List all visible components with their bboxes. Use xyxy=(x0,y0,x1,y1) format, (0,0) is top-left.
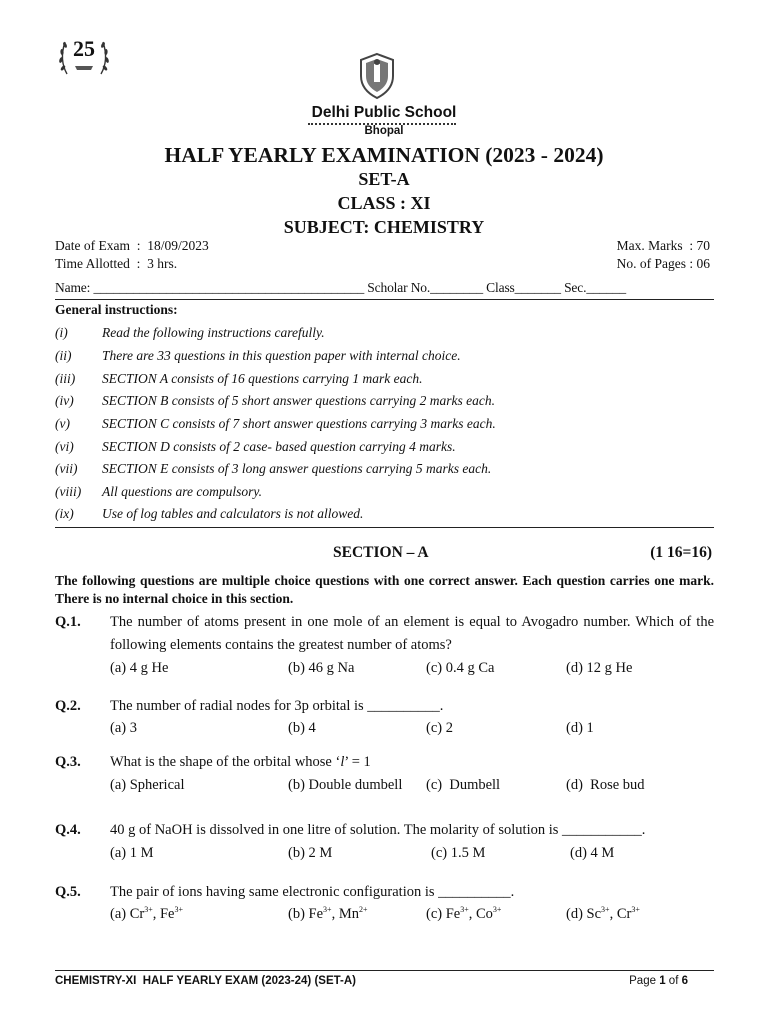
question-number: Q.3. xyxy=(55,754,81,770)
option-a: (a) $Cr^{3+}$, $Fe^{3+}$ xyxy=(110,905,183,922)
instruction-num: (ix) xyxy=(55,506,74,521)
footer-divider xyxy=(55,970,714,971)
exam-title: HALF YEARLY EXAMINATION (2023 - 2024) xyxy=(164,143,604,167)
question-number: Q.1. xyxy=(55,614,81,630)
exam-date: Date of Exam : 18/09/2023 xyxy=(55,238,209,253)
question-text: The number of atoms present in one mole of an element is equal to Avogadro number. Which of the following elements contains the greatest number of atoms? xyxy=(110,614,714,653)
option-b: (b) 46 g Na xyxy=(288,660,355,676)
option-b: (b) $Fe^{3+}$, $Mn^{2+}$ xyxy=(288,905,368,922)
max-marks: Max. Marks : 70 xyxy=(616,238,710,253)
instruction-text: SECTION C consists of 7 short answer questions carrying 3 marks each. xyxy=(102,416,496,431)
instructions-heading: General instructions: xyxy=(55,302,178,317)
question-number: Q.5. xyxy=(55,884,81,900)
instruction-num: (vi) xyxy=(55,439,74,454)
question-text xyxy=(110,751,714,774)
instruction-num: (i) xyxy=(55,325,68,340)
exam-class: CLASS : XI xyxy=(337,193,431,213)
instruction-text: SECTION E consists of 3 long answer questions carrying 5 marks each. xyxy=(102,461,492,476)
instruction-text: SECTION D consists of 2 case- based question carrying 4 marks. xyxy=(102,439,456,454)
azimuthal-quantum-symbol: l xyxy=(340,754,345,770)
question-text-suffix: ’ = 1 xyxy=(344,754,371,770)
option-d: (d) 12 g He xyxy=(566,660,633,676)
name-line: Name: _________________________________________ Scholar No.________ Class_______ Sec.______ xyxy=(55,280,626,295)
instruction-num: (iv) xyxy=(55,393,74,408)
option-b: (b) 4 xyxy=(288,720,316,736)
question-text: The number of radial nodes for 3p orbital is __________. xyxy=(110,698,444,714)
instruction-num: (v) xyxy=(55,416,70,431)
instruction-text: SECTION A consists of 16 questions carrying 1 mark each. xyxy=(102,371,423,386)
instruction-num: (vii) xyxy=(55,461,78,476)
footer-left: CHEMISTRY-XI HALF YEARLY EXAM (2023-24) (SET-A) xyxy=(55,975,356,987)
option-c: (c) $Fe^{3+}$, $Co^{3+}$ xyxy=(426,905,502,922)
instruction-num: (viii) xyxy=(55,484,82,499)
option-c: (c) 0.4 g Ca xyxy=(426,660,495,676)
option-d: (d) $Sc^{3+}$, $Cr^{3+}$ xyxy=(566,905,640,922)
instruction-text: SECTION B consists of 5 short answer questions carrying 2 marks each. xyxy=(102,393,495,408)
option-b: (b) 2 M xyxy=(288,845,333,861)
no-of-pages: No. of Pages : 06 xyxy=(616,256,710,271)
question-number: Q.2. xyxy=(55,698,81,714)
question-number: Q.4. xyxy=(55,822,81,838)
exam-subject: SUBJECT: CHEMISTRY xyxy=(283,217,485,237)
instruction-text: All questions are compulsory. xyxy=(102,484,262,499)
school-crest-icon xyxy=(357,52,397,100)
section-marks: (1 16=16) xyxy=(650,544,712,561)
time-allotted: Time Allotted : 3 hrs. xyxy=(55,256,178,271)
exam-set: SET-A xyxy=(358,169,410,189)
question-text-prefix: What is the shape of the orbital whose ‘ xyxy=(110,754,341,770)
option-a: (a) 1 M xyxy=(110,845,154,861)
option-d: (d) 1 xyxy=(566,720,594,736)
header-divider xyxy=(55,299,714,300)
option-d: (d) Rose bud xyxy=(566,777,645,793)
footer-page: Page 1 of 6 xyxy=(629,975,688,987)
option-a: (a) 4 g He xyxy=(110,660,169,676)
anniversary-emblem xyxy=(55,28,113,86)
instruction-text: Use of log tables and calculators is not allowed. xyxy=(102,506,364,521)
school-name: Delhi Public School xyxy=(311,104,457,121)
option-c: (c) Dumbell xyxy=(426,777,501,793)
question-text: 40 g of NaOH is dissolved in one litre of solution. The molarity of solution is ___________. xyxy=(110,822,646,838)
section-title: SECTION – A xyxy=(333,544,429,561)
instruction-num: (iii) xyxy=(55,371,76,386)
school-city: Bhopal xyxy=(364,125,404,137)
option-b: (b) Double dumbell xyxy=(288,777,403,793)
option-a: (a) 3 xyxy=(110,720,137,736)
anniversary-number: 25 xyxy=(73,36,95,61)
instruction-num: (ii) xyxy=(55,348,72,363)
option-c: (c) 2 xyxy=(426,720,453,736)
option-c: (c) 1.5 M xyxy=(431,845,486,861)
question-text: The pair of ions having same electronic configuration is __________. xyxy=(110,884,515,900)
option-a: (a) Spherical xyxy=(110,777,185,793)
section-note: The following questions are multiple choice questions with one correct answer. Each question carries one mark. There is no internal choice in this section. xyxy=(55,573,714,606)
option-d: (d) 4 M xyxy=(570,845,615,861)
instruction-text: Read the following instructions carefully. xyxy=(102,325,325,340)
instruction-text: There are 33 questions in this question paper with internal choice. xyxy=(102,348,461,363)
instructions-divider xyxy=(55,527,714,528)
